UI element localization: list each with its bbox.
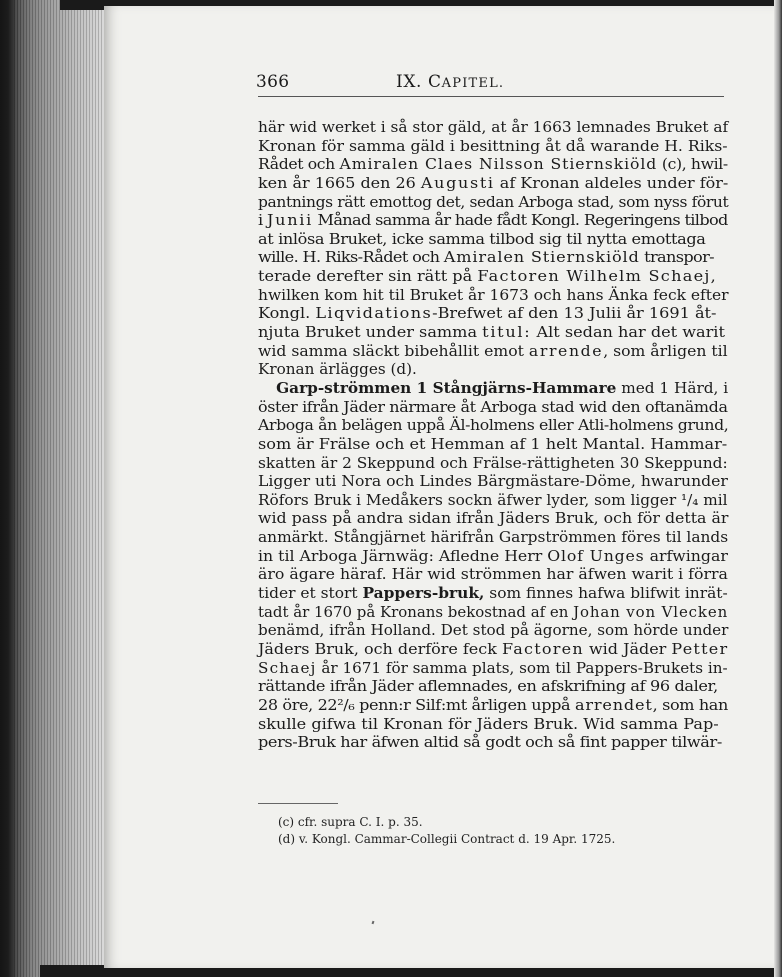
header-rule	[258, 96, 724, 97]
text-line-23: anmärkt. Stångjärnet härifrån Garpströmmen föres til lands	[258, 528, 729, 547]
text-run: transpor-	[639, 248, 714, 267]
chapter-number: IX.	[396, 72, 423, 92]
running-header	[256, 72, 726, 96]
text-line-15	[258, 379, 749, 398]
text-run: wid Jäder	[583, 639, 672, 658]
text-line-21	[258, 491, 731, 510]
spaced-word: Liqvidations	[315, 304, 433, 323]
text-line-34: pers-Bruk har äfwen altid så godt och så fint papper tilwär-	[258, 733, 722, 752]
text-line-17: Arboga ån belägen uppå Äl-holmens eller Atli-holmens grund,	[258, 416, 729, 435]
text-run: wid samma släckt bibehållit emot	[258, 341, 529, 360]
text-line-27	[258, 602, 729, 622]
spaced-word: arrendet	[574, 695, 653, 714]
footnote-c: (c) cfr. supra C. I. p. 35.	[278, 815, 423, 829]
spaced-word: titul:	[482, 323, 532, 342]
text-line-10: hwilken kom hit til Bruket år 1673 och hans Änka feck efter	[258, 285, 729, 304]
spaced-name: Schaej	[258, 658, 317, 677]
text-run: i	[258, 211, 268, 230]
text-run: ,	[710, 267, 716, 286]
spaced-word: Augusti	[420, 173, 495, 192]
text-run: Jäders Bruk, och derföre feck	[258, 639, 502, 658]
text-line-8	[258, 248, 756, 267]
text-run: af Kronan aldeles under för-	[494, 173, 729, 192]
text-line-3	[258, 155, 741, 174]
text-run: med 1 Härd, i	[616, 378, 729, 397]
text-line-24	[258, 547, 745, 566]
text-run: , som han	[652, 695, 728, 714]
footnotes	[278, 814, 718, 848]
text-line-25: äro ägare häraf. Här wid strömmen har äfwen warit i förra	[258, 565, 728, 584]
fraction: ¹/₄	[681, 490, 699, 509]
text-line-2: Kronan för samma gäld i besittning åt då warande H. Riks-	[258, 136, 728, 155]
text-run: penn:r Silf:mt årligen uppå	[354, 695, 575, 714]
chapter-word-rest: APITEL.	[441, 76, 505, 91]
text-run: Månad samma år hade fådt Kongl. Regeringens tilbod	[312, 211, 728, 230]
text-run: arfwingar	[644, 546, 728, 565]
text-run: 28 öre, 22	[258, 695, 338, 714]
spaced-name: Johan von Vlecken	[573, 602, 729, 621]
spaced-word: Factoren	[501, 639, 584, 658]
text-line-31: rättande ifrån Jäder aflemnades, en afskrifning af 96 daler,	[258, 677, 718, 696]
spaced-word: Junii	[267, 211, 313, 230]
page-number: 366	[256, 72, 290, 92]
spaced-name: Factoren Wilhelm Schaej	[477, 267, 711, 286]
text-run: tadt år 1670 på Kronans bekostnad af en	[258, 602, 574, 621]
text-line-12	[258, 323, 756, 342]
text-line-19: skatten är 2 Skeppund och Frälse-rättigheten 30 Skeppund:	[258, 453, 728, 472]
chapter-heading	[396, 72, 504, 92]
footnote-rule	[258, 803, 338, 804]
spaced-name: Amiralen Stiernskiöld	[443, 248, 640, 267]
text-run: Kongl.	[258, 304, 316, 323]
text-run: Rådet och	[258, 155, 340, 174]
text-line-9	[258, 267, 756, 286]
text-line-16: öster ifrån Jäder närmare åt Arboga stad wid den oftanämda	[258, 397, 728, 416]
text-run: wille. H. Riks-Rådet och	[258, 248, 444, 267]
body-text	[258, 118, 728, 752]
text-run: Röfors Bruk i Medåkers sockn äfwer lyder, som ligger	[258, 490, 682, 509]
text-run: in til Arboga Järnwäg: Afledne Herr	[258, 546, 548, 565]
text-line-1: här wid werket i så stor gäld, at år 1663 lemnades Bruket af	[258, 118, 729, 136]
spaced-name: Olof Unges	[547, 546, 645, 565]
text-line-11	[258, 304, 756, 323]
bold-term: Pappers-bruk,	[362, 584, 485, 603]
text-run: njuta Bruket under samma	[258, 323, 483, 342]
text-run: tider et stort	[258, 584, 363, 603]
text-line-29	[258, 640, 752, 659]
text-run: år 1671 för samma plats, som til Pappers-Brukets in-	[316, 658, 728, 677]
right-page-edge	[774, 0, 782, 977]
text-line-7: at inlösa Bruket, icke samma tilbod sig til nytta emottaga	[258, 229, 706, 248]
text-line-13	[258, 342, 741, 361]
text-line-6	[258, 211, 756, 230]
text-run: (c), hwil-	[657, 155, 728, 174]
text-line-20: Ligger uti Nora och Lindes Bärgmästare-Döme, hwarunder	[258, 472, 728, 491]
spaced-name: Amiralen Claes Nilsson Stiernskiöld	[339, 155, 658, 174]
text-line-30	[258, 659, 727, 678]
text-line-14: Kronan ärlägges (d).	[258, 360, 417, 379]
text-line-32	[258, 696, 754, 715]
fraction: ²/₆	[337, 695, 355, 714]
chapter-initial: C	[428, 72, 442, 92]
spaced-word: arrende	[528, 341, 604, 360]
text-run: som finnes hafwa blifwit inrät-	[484, 584, 728, 603]
text-line-18: som är Frälse och et Hemman af 1 helt Mantal. Hammar-	[258, 434, 728, 453]
text-line-26	[258, 584, 735, 603]
page-stack-lines	[14, 0, 110, 977]
text-run: , som årligen til	[603, 341, 728, 360]
text-line-4	[258, 174, 752, 193]
text-line-22: wid pass på andra sidan ifrån Jäders Bruk, och för detta är	[258, 509, 729, 528]
text-run: mil	[698, 490, 728, 509]
spaced-name: Petter	[671, 639, 729, 658]
text-line-33: skulle gifwa til Kronan för Jäders Bruk. Wid samma Pap-	[258, 714, 719, 733]
footnote-d: (d) v. Kongl. Cammar-Collegii Contract d. 19 Apr. 1725.	[278, 832, 616, 846]
text-run: terade derefter sin rätt på	[258, 267, 478, 286]
text-run: -Brefwet af den 13 Julii år 1691 åt-	[432, 304, 717, 323]
text-run: ken år 1665 den 26	[258, 173, 421, 192]
text-run: Alt sedan har det warit	[531, 323, 725, 342]
text-line-28: benämd, ifrån Holland. Det stod på ägorne, som hörde under	[258, 621, 729, 640]
bold-heading: Garp-strömmen 1 Stångjärns-Hammare	[276, 378, 617, 397]
text-line-5: pantnings rätt emottog det, sedan Arboga stad, som nyss förut	[258, 192, 729, 211]
